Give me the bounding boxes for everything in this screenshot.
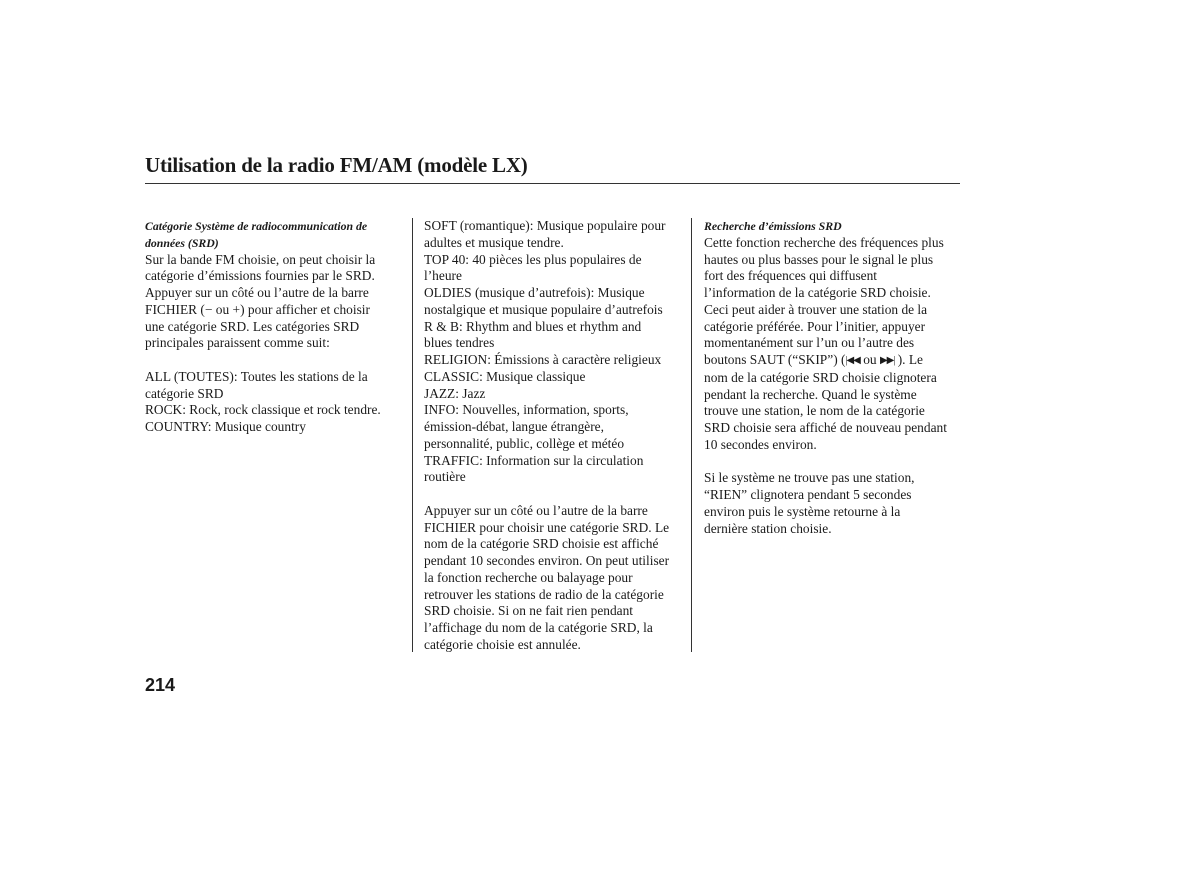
section-heading-srd-search: Recherche d’émissions SRD — [704, 219, 842, 233]
search-paragraph-part-b — [704, 370, 962, 454]
text-line: blues tendres — [424, 335, 495, 351]
column-categories — [424, 218, 684, 654]
text-line: SOFT (romantique): Musique populaire pour — [424, 218, 666, 233]
text-line: pendant 10 secondes environ. On peut utiliser — [424, 553, 670, 568]
no-station-paragraph — [704, 470, 962, 537]
text-line: INFO: Nouvelles, information, sports, — [424, 402, 629, 418]
text-line: Sur la bande FM choisie, on peut choisir la — [145, 251, 376, 267]
paragraph-gap — [424, 486, 684, 503]
title-rule — [145, 183, 960, 184]
text-line: Si le système ne trouve pas une station, — [704, 470, 915, 486]
text-line: hautes ou plus basses pour le signal le plus — [704, 251, 934, 267]
skip-text-middle: ou — [859, 352, 880, 367]
text-line: l’heure — [424, 268, 462, 284]
column-srd-search — [704, 218, 962, 537]
category-list — [424, 218, 684, 486]
text-line: ALL (TOUTES): Toutes les stations de la — [145, 368, 368, 384]
text-line: Appuyer sur un côté ou l’autre de la barre — [145, 285, 369, 300]
text-line: adultes et musique tendre. — [424, 234, 564, 250]
text-line: SRD choisie. Si on ne fait rien pendant — [424, 603, 634, 619]
text-line: “RIEN” clignotera pendant 5 secondes — [704, 487, 912, 502]
text-line: momentanément sur l’un ou l’autre des — [704, 335, 915, 351]
text-line: FICHIER (− ou +) pour afficher et choisir — [145, 301, 370, 317]
text-line: Ceci peut aider à trouver une station de la — [704, 301, 928, 317]
text-line: SRD choisie sera affiché de nouveau pendant — [704, 420, 947, 435]
text-line: dernière station choisie. — [704, 520, 832, 536]
text-line: RELIGION: Émissions à caractère religieux — [424, 352, 662, 367]
text-line: la fonction recherche ou balayage pour — [424, 569, 633, 585]
text-line: principales paraissent comme suit: — [145, 335, 330, 351]
column-srd-category — [145, 218, 403, 436]
skip-previous-icon: |◀◀ — [845, 355, 860, 366]
selection-paragraph — [424, 503, 684, 654]
paragraph-gap — [145, 352, 403, 369]
text-line: OLDIES (musique d’autrefois): Musique — [424, 285, 645, 300]
column-divider — [412, 218, 413, 652]
skip-buttons-line — [704, 352, 962, 370]
section-heading-srd-category: Catégorie Système de radiocommunication de données (SRD) — [145, 219, 368, 250]
skip-text-before: boutons SAUT (“SKIP”) ( — [704, 352, 846, 367]
text-line: trouve une station, le nom de la catégorie — [704, 403, 925, 419]
text-line: TOP 40: 40 pièces les plus populaires de — [424, 251, 642, 267]
text-line: Cette fonction recherche des fréquences plus — [704, 234, 944, 250]
text-line: ROCK: Rock, rock classique et rock tendre. — [145, 402, 381, 418]
text-line: fort des fréquences qui diffusent — [704, 268, 878, 284]
text-line: nostalgique et musique populaire d’autrefois — [424, 301, 663, 317]
text-line: catégorie choisie est annulée. — [424, 636, 581, 652]
text-line: routière — [424, 469, 466, 485]
text-line: TRAFFIC: Information sur la circulation — [424, 452, 644, 468]
search-paragraph-part-a — [704, 235, 962, 352]
skip-next-icon: ▶▶| — [879, 355, 895, 366]
search-paragraph — [704, 235, 962, 454]
paragraph-gap — [704, 454, 962, 471]
column-divider — [691, 218, 692, 652]
text-line: CLASSIC: Musique classique — [424, 368, 586, 384]
page-number: 214 — [145, 675, 176, 695]
text-line: l’affichage du nom de la catégorie SRD, la — [424, 620, 653, 635]
text-line: FICHIER pour choisir une catégorie SRD. Le — [424, 519, 670, 535]
text-line: l’information de la catégorie SRD choisie. — [704, 285, 931, 300]
intro-paragraph — [145, 252, 403, 353]
page-title: Utilisation de la radio FM/AM (modèle LX) — [145, 153, 528, 177]
text-line: une catégorie SRD. Les catégories SRD — [145, 318, 360, 334]
text-line: nom de la catégorie SRD choisie est affiché — [424, 536, 659, 552]
text-line: pendant la recherche. Quand le système — [704, 386, 917, 402]
text-line: 10 secondes environ. — [704, 436, 817, 452]
text-line: catégorie d’émissions fournies par le SRD. — [145, 268, 375, 284]
text-line: COUNTRY: Musique country — [145, 419, 306, 434]
text-line: retrouver les stations de radio de la catégorie — [424, 586, 664, 602]
category-list — [145, 369, 403, 436]
text-line: catégorie préférée. Pour l’initier, appuyer — [704, 318, 926, 334]
text-line: environ puis le système retourne à la — [704, 503, 901, 519]
text-line: Appuyer sur un côté ou l’autre de la barre — [424, 502, 648, 518]
text-line: personnalité, public, collège et météo — [424, 435, 625, 451]
text-line: nom de la catégorie SRD choisie clignotera — [704, 369, 937, 385]
text-line: R & B: Rhythm and blues et rhythm and — [424, 318, 642, 334]
text-line: émission-débat, langue étrangère, — [424, 419, 604, 434]
text-line: JAZZ: Jazz — [424, 385, 486, 401]
skip-text-after: ). Le — [894, 352, 923, 367]
text-line: catégorie SRD — [145, 385, 224, 401]
